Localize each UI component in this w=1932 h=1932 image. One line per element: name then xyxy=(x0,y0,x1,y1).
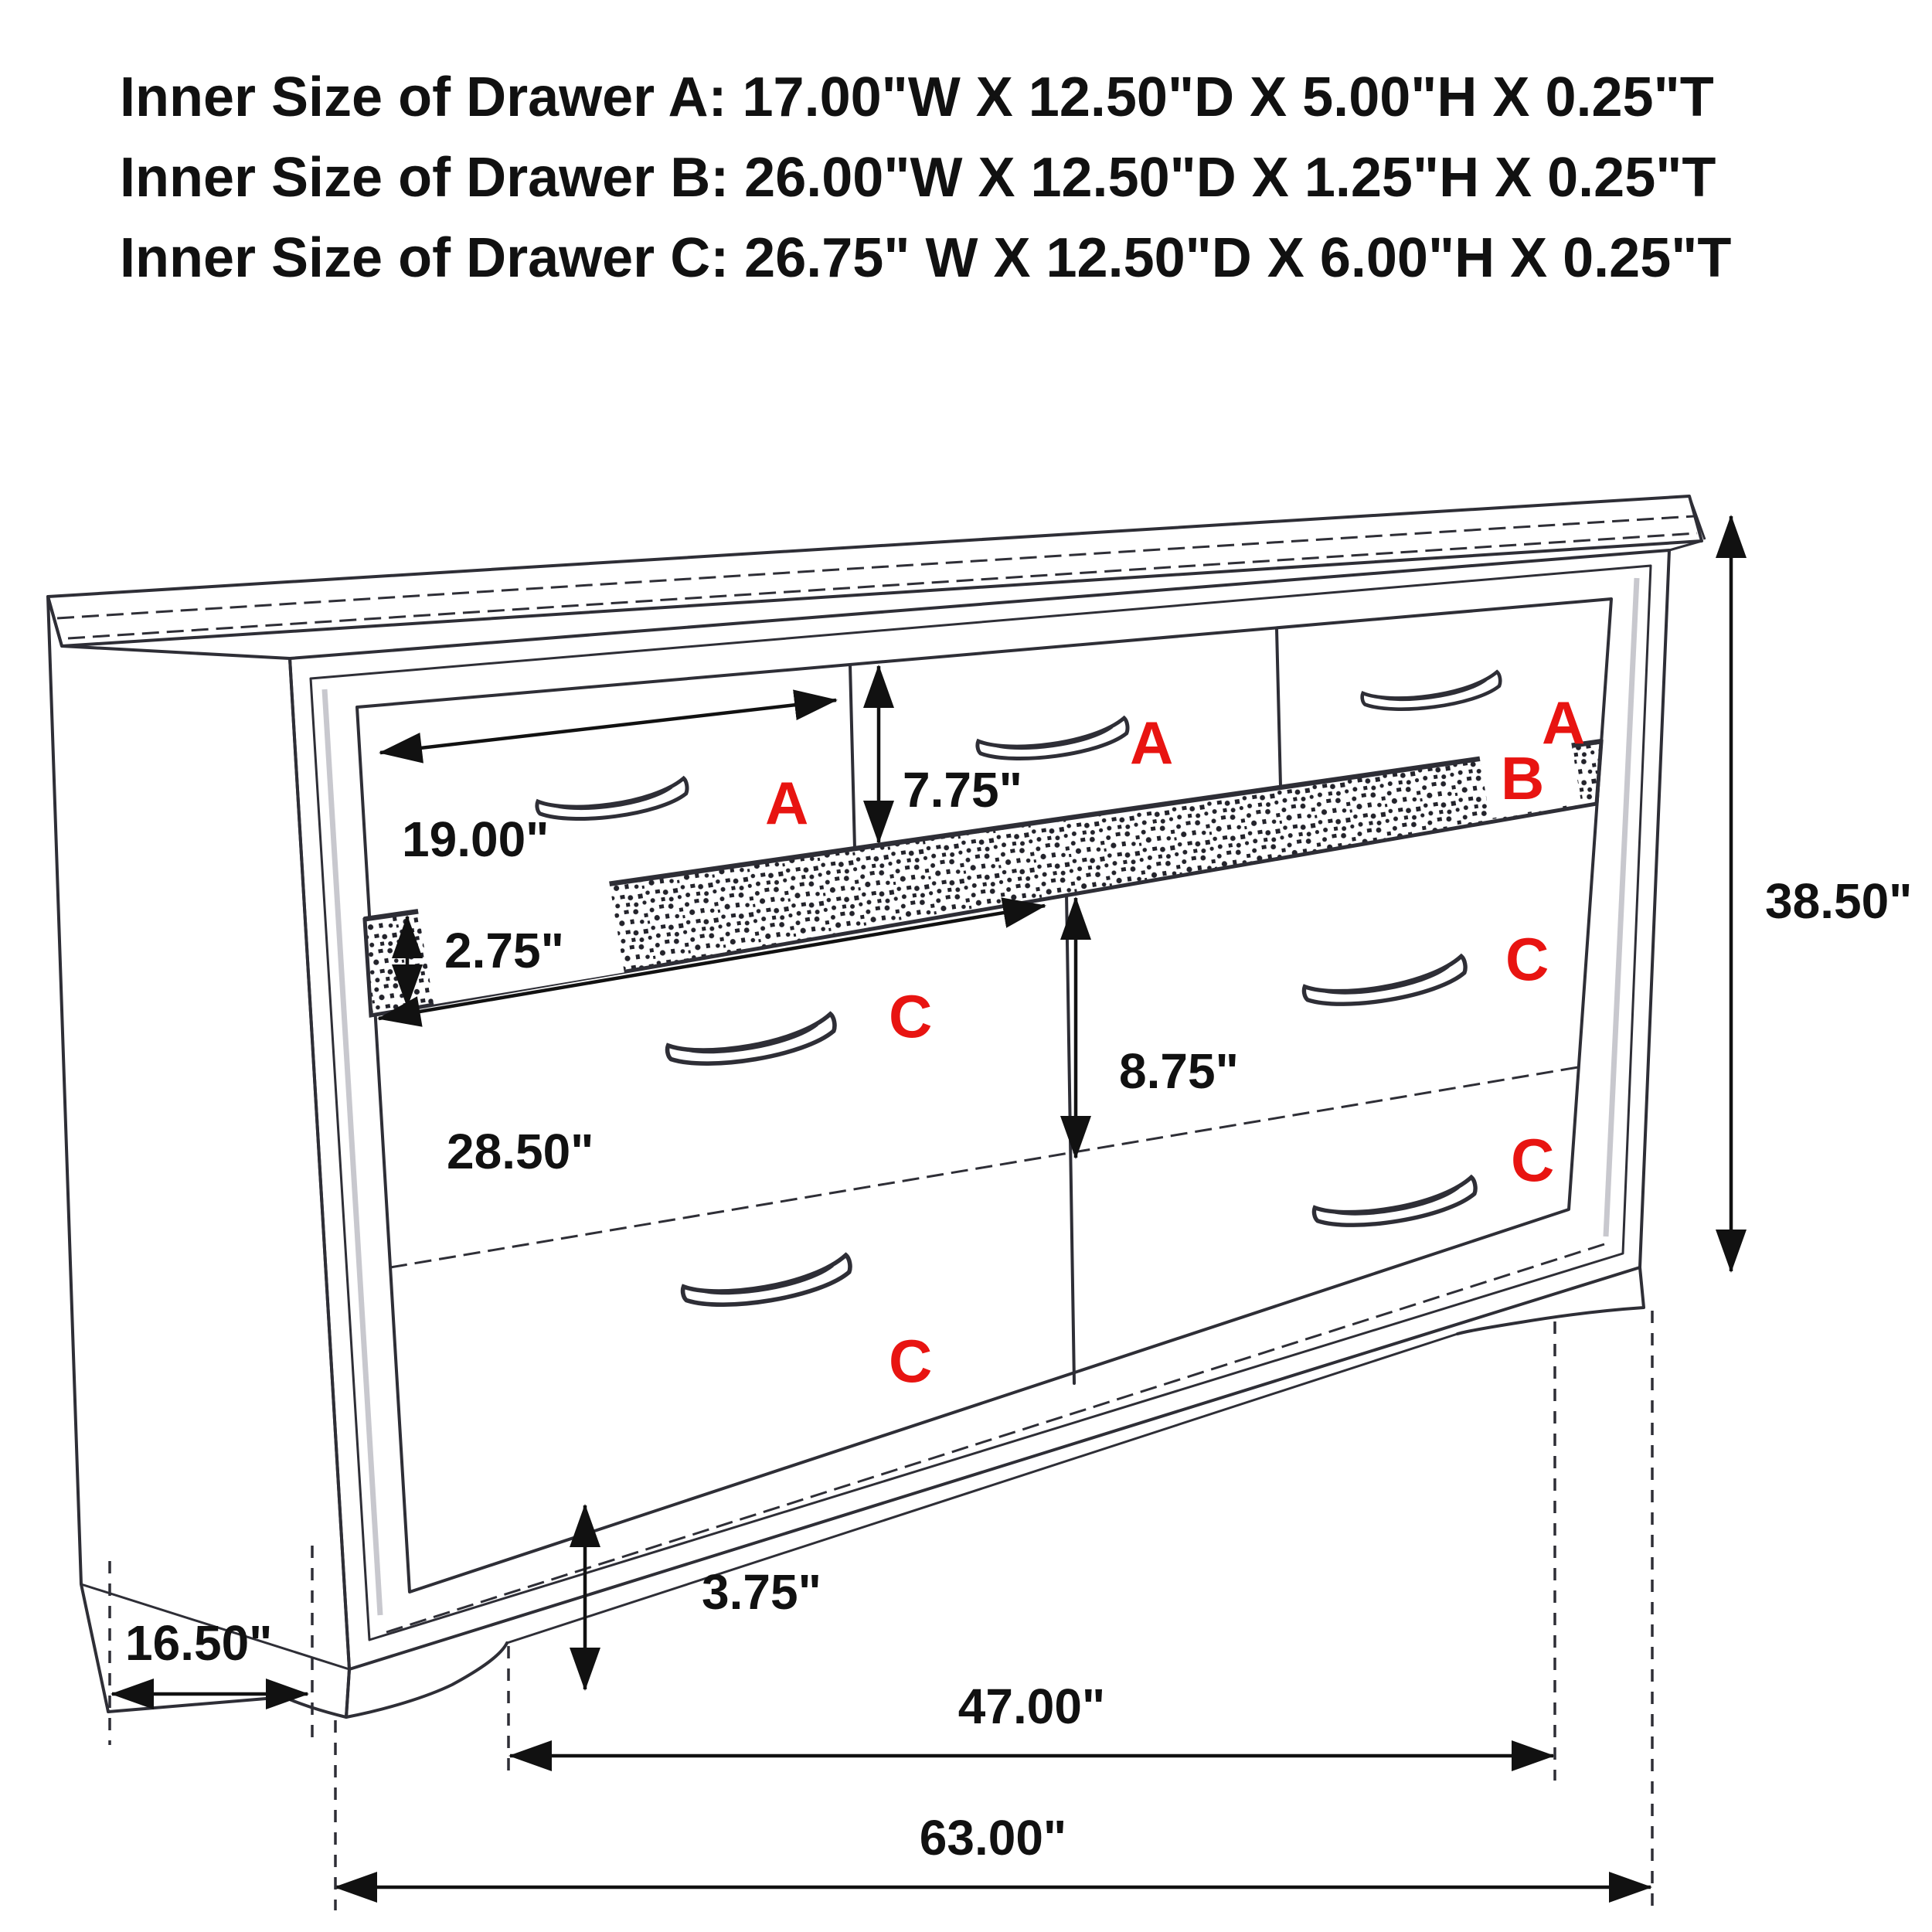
dimension-drawer-a-width: 19.00" xyxy=(402,811,549,867)
left-side-panel xyxy=(48,597,349,1717)
drawer-c-top-right-handle xyxy=(1302,956,1468,1009)
dimension-leg-span: 47.00" xyxy=(957,1679,1106,1734)
arrow-drawer-a-width xyxy=(380,700,836,753)
drawer-a1-handle xyxy=(536,778,689,821)
label-drawer-a3: A xyxy=(1542,689,1586,757)
dimension-c-drawer-width: 28.50" xyxy=(447,1124,594,1179)
label-drawer-c-bottom-left: C xyxy=(889,1327,933,1395)
dimension-overall-width: 63.00" xyxy=(919,1810,1067,1866)
bottom-rail-texture xyxy=(386,1244,1604,1632)
dimension-arrows xyxy=(110,516,1731,1910)
top-surface-texture-line-2 xyxy=(68,533,1697,638)
header-line-drawer-c: Inner Size of Drawer C: 26.75" W X 12.50"D X 6.00"H X 0.25"T xyxy=(120,227,1732,289)
dimension-overall-height: 38.50" xyxy=(1765,873,1913,929)
front-frame-mid xyxy=(311,566,1651,1640)
left-stile-shading xyxy=(325,689,380,1615)
right-front-foot xyxy=(1458,1267,1644,1334)
label-drawer-a1: A xyxy=(765,769,809,837)
apron-bottom-edge xyxy=(507,1334,1458,1643)
dresser-structure xyxy=(48,496,1705,1717)
drawer-c-bottom-left-handle xyxy=(681,1255,852,1309)
label-drawer-c-top-right: C xyxy=(1505,925,1549,993)
label-drawer-c-top-left: C xyxy=(889,982,933,1050)
dimension-leg-height: 3.75" xyxy=(702,1564,821,1620)
label-drawer-b: B xyxy=(1501,744,1545,812)
dimension-jewelry-row-height: 2.75" xyxy=(444,923,564,978)
label-drawer-a2: A xyxy=(1130,709,1174,777)
dimension-top-row-height: 7.75" xyxy=(903,762,1022,818)
front-frame-outer xyxy=(290,550,1669,1669)
header-line-drawer-b: Inner Size of Drawer B: 26.00"W X 12.50"D X 1.25"H X 0.25"T xyxy=(120,147,1716,209)
header-line-drawer-a: Inner Size of Drawer A: 17.00"W X 12.50"D X 5.00"H X 0.25"T xyxy=(120,66,1714,128)
left-front-foot xyxy=(346,1643,507,1717)
drawer-c-top-left-handle xyxy=(665,1014,837,1068)
drawer-a3-handle xyxy=(1361,672,1501,711)
label-drawer-c-bottom-right: C xyxy=(1511,1126,1555,1194)
drawer-a2-handle xyxy=(977,718,1129,761)
c-center-divider xyxy=(1066,893,1074,1383)
right-stile-shading xyxy=(1606,578,1637,1236)
dimension-side-depth: 16.50" xyxy=(125,1615,273,1671)
header-text xyxy=(120,66,1731,289)
drawer-c-bottom-right-handle xyxy=(1312,1177,1478,1230)
dimension-c-drawer-height: 8.75" xyxy=(1119,1043,1239,1099)
